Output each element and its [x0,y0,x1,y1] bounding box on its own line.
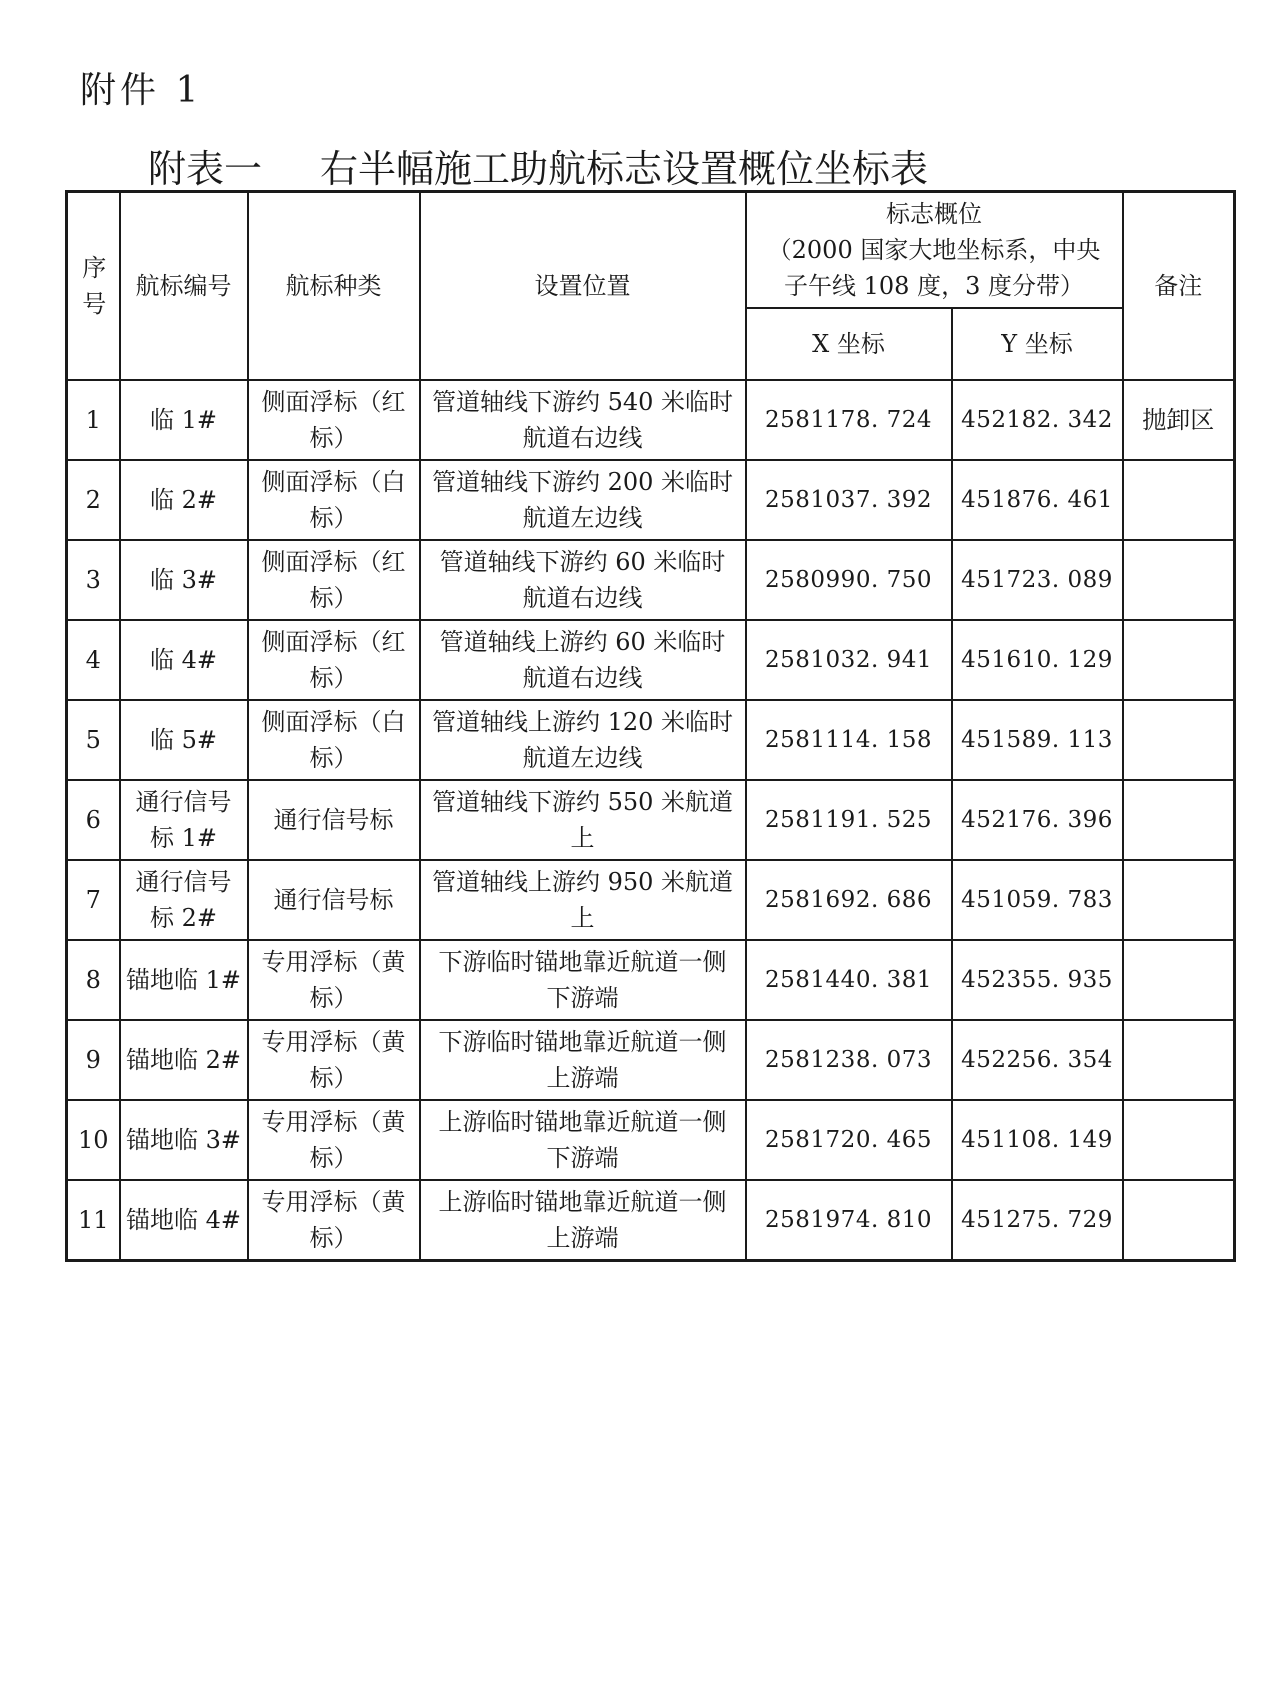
cell-y-coordinate: 452256. 354 [952,1020,1123,1100]
cell-position: 下游临时锚地靠近航道一侧下游端 [420,940,746,1020]
cell-position: 管道轴线上游约 950 米航道上 [420,860,746,940]
cell-code: 通行信号标 2# [120,860,248,940]
cell-y-coordinate: 451275. 729 [952,1180,1123,1261]
cell-seq: 7 [67,860,120,940]
cell-type: 专用浮标（黄标） [248,1100,420,1180]
cell-position: 管道轴线上游约 60 米临时航道右边线 [420,620,746,700]
table-row [67,460,1235,540]
table-row [67,1020,1235,1100]
header-code: 航标编号 [120,192,248,380]
cell-x-coordinate: 2581178. 724 [746,380,952,460]
table-title [148,138,928,193]
cell-y-coordinate: 451610. 129 [952,620,1123,700]
cell-y-coordinate: 451059. 783 [952,860,1123,940]
header-y: Y 坐标 [952,308,1123,380]
cell-x-coordinate: 2581032. 941 [746,620,952,700]
cell-x-coordinate: 2581238. 073 [746,1020,952,1100]
cell-x-coordinate: 2581720. 465 [746,1100,952,1180]
cell-position: 管道轴线下游约 200 米临时航道左边线 [420,460,746,540]
cell-code: 临 3# [120,540,248,620]
cell-code: 锚地临 1# [120,940,248,1020]
header-x: X 坐标 [746,308,952,380]
cell-note [1123,700,1235,780]
cell-note: 抛卸区 [1123,380,1235,460]
table-row [67,780,1235,860]
cell-position: 下游临时锚地靠近航道一侧上游端 [420,1020,746,1100]
header-coordinate-group [746,192,1123,308]
cell-seq: 1 [67,380,120,460]
cell-type: 侧面浮标（白标） [248,700,420,780]
cell-y-coordinate: 451589. 113 [952,700,1123,780]
table-row [67,620,1235,700]
cell-note [1123,1100,1235,1180]
cell-note [1123,940,1235,1020]
cell-note [1123,1020,1235,1100]
cell-y-coordinate: 452176. 396 [952,780,1123,860]
table-body [67,380,1235,1261]
cell-code: 临 5# [120,700,248,780]
cell-code: 锚地临 4# [120,1180,248,1261]
cell-type: 专用浮标（黄标） [248,1020,420,1100]
cell-seq: 3 [67,540,120,620]
cell-position: 管道轴线下游约 540 米临时航道右边线 [420,380,746,460]
cell-type: 侧面浮标（红标） [248,380,420,460]
cell-note [1123,1180,1235,1261]
cell-y-coordinate: 451723. 089 [952,540,1123,620]
cell-y-coordinate: 452182. 342 [952,380,1123,460]
cell-y-coordinate: 452355. 935 [952,940,1123,1020]
header-position: 设置位置 [420,192,746,380]
cell-seq: 4 [67,620,120,700]
cell-type: 侧面浮标（白标） [248,460,420,540]
cell-note [1123,620,1235,700]
cell-x-coordinate: 2581692. 686 [746,860,952,940]
cell-code: 锚地临 2# [120,1020,248,1100]
cell-y-coordinate: 451876. 461 [952,460,1123,540]
header-note: 备注 [1123,192,1235,380]
table-row [67,1180,1235,1261]
cell-type: 侧面浮标（红标） [248,620,420,700]
table-title-main: 右半幅施工助航标志设置概位坐标表 [320,147,929,191]
cell-type: 侧面浮标（红标） [248,540,420,620]
header-coordinate-group-system: （2000 国家大地坐标系，中央子午线 108 度，3 度分带） [767,235,1101,300]
attachment-label: 附件 1 [80,70,203,111]
table-row [67,1100,1235,1180]
cell-type: 通行信号标 [248,860,420,940]
cell-x-coordinate: 2581440. 381 [746,940,952,1020]
table-row [67,940,1235,1020]
cell-x-coordinate: 2581974. 810 [746,1180,952,1261]
cell-position: 上游临时锚地靠近航道一侧下游端 [420,1100,746,1180]
cell-seq: 6 [67,780,120,860]
cell-note [1123,460,1235,540]
cell-seq: 5 [67,700,120,780]
cell-note [1123,780,1235,860]
cell-position: 管道轴线下游约 60 米临时航道右边线 [420,540,746,620]
cell-y-coordinate: 451108. 149 [952,1100,1123,1180]
table-row [67,380,1235,460]
header-type: 航标种类 [248,192,420,380]
table-title-prefix: 附表一 [148,147,263,191]
table-row [67,860,1235,940]
table-row [67,700,1235,780]
cell-seq: 11 [67,1180,120,1261]
cell-position: 管道轴线上游约 120 米临时航道左边线 [420,700,746,780]
cell-type: 专用浮标（黄标） [248,1180,420,1261]
cell-code: 临 1# [120,380,248,460]
cell-seq: 9 [67,1020,120,1100]
cell-x-coordinate: 2581037. 392 [746,460,952,540]
cell-code: 临 2# [120,460,248,540]
cell-position: 上游临时锚地靠近航道一侧上游端 [420,1180,746,1261]
cell-note [1123,860,1235,940]
table-row [67,540,1235,620]
cell-type: 通行信号标 [248,780,420,860]
cell-position: 管道轴线下游约 550 米航道上 [420,780,746,860]
cell-x-coordinate: 2581191. 525 [746,780,952,860]
cell-seq: 8 [67,940,120,1020]
coordinate-table [65,190,1236,1262]
cell-seq: 2 [67,460,120,540]
cell-code: 锚地临 3# [120,1100,248,1180]
cell-type: 专用浮标（黄标） [248,940,420,1020]
cell-code: 通行信号标 1# [120,780,248,860]
cell-x-coordinate: 2581114. 158 [746,700,952,780]
cell-note [1123,540,1235,620]
header-seq: 序号 [67,192,120,380]
cell-x-coordinate: 2580990. 750 [746,540,952,620]
header-coordinate-group-title: 标志概位 [886,199,982,228]
cell-seq: 10 [67,1100,120,1180]
cell-code: 临 4# [120,620,248,700]
